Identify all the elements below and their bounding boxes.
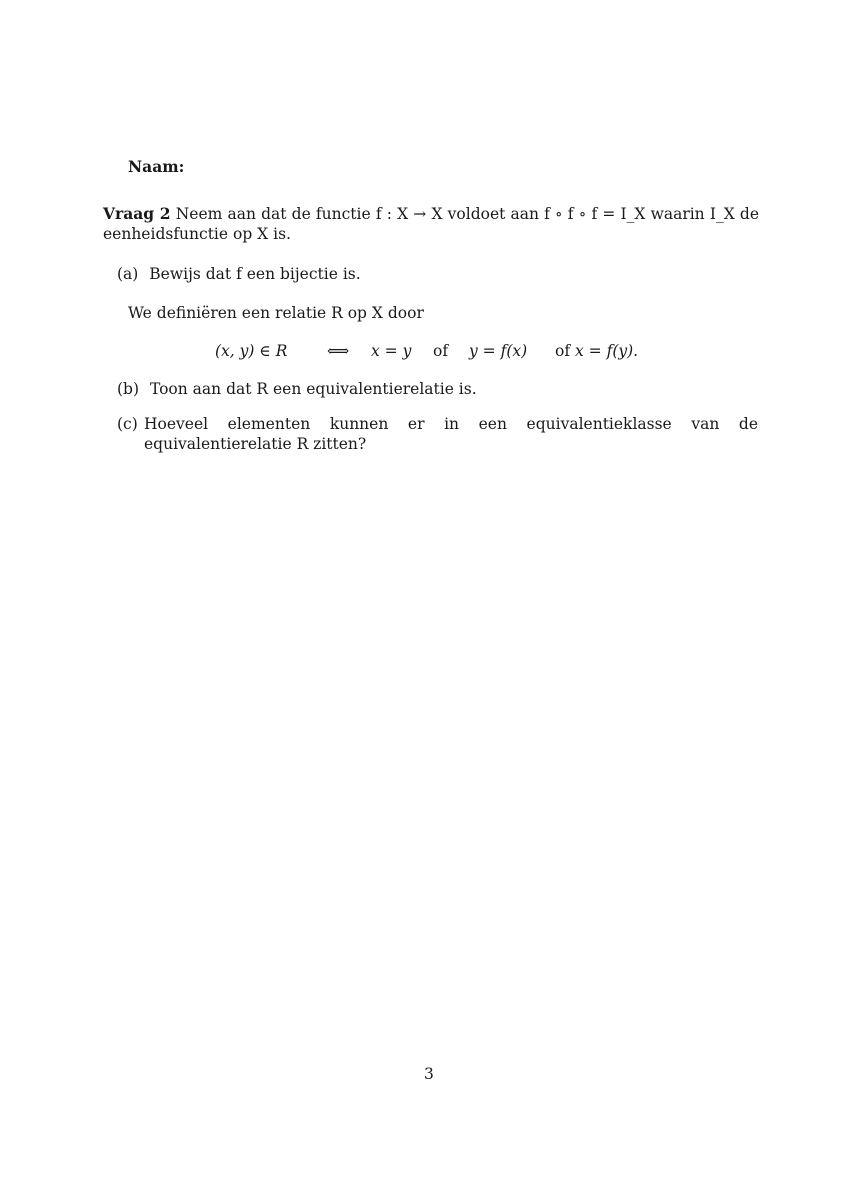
- relation-intro: We definiëren een relatie R op X door: [128, 304, 424, 322]
- name-label: Naam:: [128, 157, 185, 176]
- formula-case1: x = y: [371, 342, 412, 360]
- formula-case2: y = f(x): [469, 342, 528, 360]
- part-c-label: (c): [117, 415, 138, 433]
- part-b-label: (b): [117, 380, 140, 398]
- part-b: [117, 379, 477, 399]
- question-intro: [103, 204, 759, 244]
- formula-iff: ⟺: [327, 342, 350, 360]
- part-a: [117, 264, 361, 284]
- question-title: Vraag 2: [103, 204, 171, 223]
- question-text: Neem aan dat de functie f : X → X voldoet aan f ∘ f ∘ f = I_X waarin I_X de eenheidsfunctie op X is.: [103, 205, 759, 243]
- formula-lhs: (x, y) ∈ R: [215, 342, 288, 360]
- formula-case3-expr: x = f(y).: [575, 342, 639, 360]
- formula-or1: of: [433, 342, 449, 360]
- part-b-text: Toon aan dat R een equivalentierelatie is.: [149, 380, 477, 398]
- part-c-text: Hoeveel elementen kunnen er in een equivalentieklasse van de equivalentierelatie R zitten?: [144, 415, 758, 453]
- formula-case3: [555, 341, 638, 361]
- formula-or2: of: [555, 342, 571, 360]
- part-a-label: (a): [117, 265, 139, 283]
- page-number: 3: [424, 1065, 434, 1083]
- part-a-text: Bewijs dat f een bijectie is.: [149, 265, 361, 283]
